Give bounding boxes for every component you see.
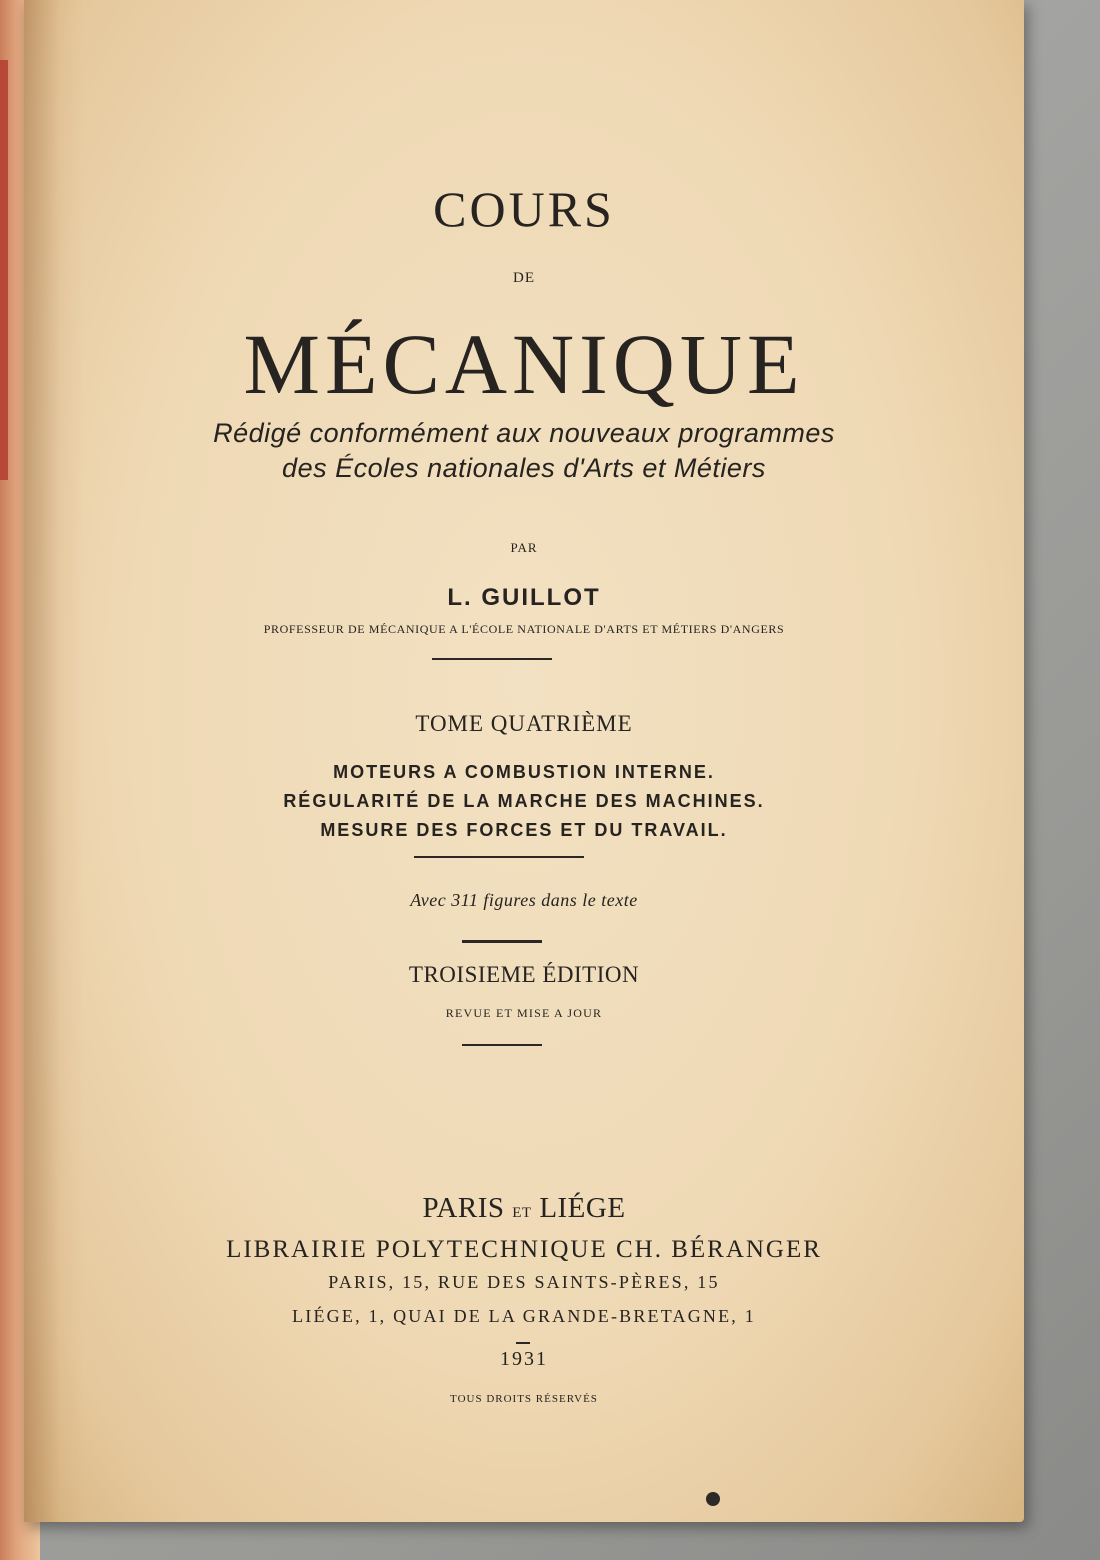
title-page bbox=[24, 0, 1024, 1522]
divider-rule-2 bbox=[414, 856, 584, 858]
year-dash bbox=[516, 1342, 530, 1344]
subtitle-line-2: des Écoles nationales d'Arts et Métiers bbox=[282, 453, 766, 483]
publication-year: 1931 bbox=[500, 1348, 548, 1370]
book-spine-red bbox=[0, 60, 8, 480]
subtitle-line-1: Rédigé conformément aux nouveaux programmes bbox=[213, 418, 835, 448]
author-by: PAR bbox=[510, 540, 538, 555]
edition-note: REVUE ET MISE A JOUR bbox=[445, 1006, 603, 1020]
volume-topic-3: MESURE DES FORCES ET DU TRAVAIL. bbox=[320, 820, 728, 840]
divider-rule-4 bbox=[462, 1044, 542, 1046]
divider-rule-3 bbox=[462, 940, 542, 943]
edition-label: TROISIEME ÉDITION bbox=[408, 962, 640, 987]
publisher-cities-and: et bbox=[512, 1198, 532, 1222]
volume-topic-2: RÉGULARITÉ DE LA MARCHE DES MACHINES. bbox=[283, 791, 765, 811]
publisher-city-paris: PARIS bbox=[422, 1192, 505, 1224]
title-cours: COURS bbox=[433, 181, 615, 237]
publisher-address-paris: PARIS, 15, RUE DES SAINTS-PÈRES, 15 bbox=[328, 1272, 720, 1292]
divider-rule-1 bbox=[432, 658, 552, 660]
author-position: PROFESSEUR DE MÉCANIQUE A L'ÉCOLE NATIONALE D'ARTS ET MÉTIERS D'ANGERS bbox=[263, 622, 785, 636]
publisher-address-liege: LIÉGE, 1, QUAI DE LA GRANDE-BRETAGNE, 1 bbox=[292, 1306, 756, 1326]
figures-note: Avec 311 figures dans le texte bbox=[410, 890, 638, 910]
rights-notice: TOUS DROITS RÉSERVÉS bbox=[450, 1393, 598, 1405]
publisher-name: LIBRAIRIE POLYTECHNIQUE CH. BÉRANGER bbox=[226, 1236, 822, 1263]
title-mecanique: MÉCANIQUE bbox=[243, 316, 805, 412]
page-ink-spot bbox=[706, 1492, 720, 1506]
volume-topic-1: MOTEURS A COMBUSTION INTERNE. bbox=[333, 762, 715, 782]
title-de: DE bbox=[513, 270, 535, 286]
volume-label: TOME QUATRIÈME bbox=[415, 711, 633, 736]
publisher-cities bbox=[24, 1192, 1024, 1225]
publisher-city-liege: LIÉGE bbox=[539, 1192, 626, 1224]
author-name: L. GUILLOT bbox=[447, 584, 601, 611]
